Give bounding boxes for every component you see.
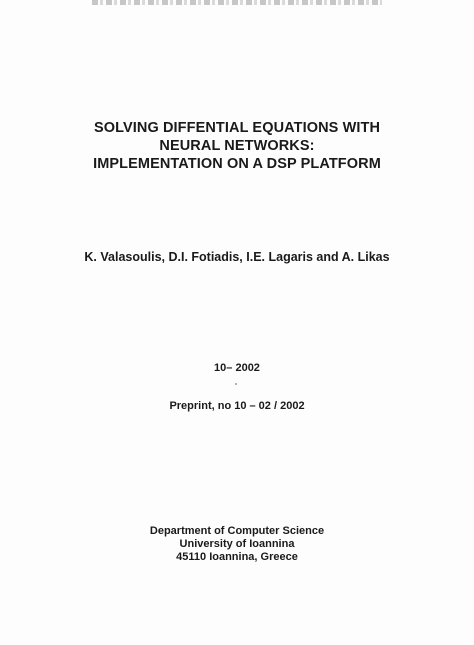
preprint-number: Preprint, no 10 – 02 / 2002 <box>169 400 305 412</box>
affiliation-line: Department of Computer Science <box>149 525 325 537</box>
scan-speck <box>235 383 237 385</box>
affiliation-block <box>0 525 474 564</box>
paper-title <box>0 119 474 173</box>
publication-date: 10– 2002 <box>214 362 260 374</box>
affiliation-line: University of Ioannina <box>179 538 295 550</box>
title-line: NEURAL NETWORKS: <box>159 138 315 154</box>
title-line: SOLVING DIFFENTIAL EQUATIONS WITH <box>93 120 381 136</box>
scan-artifact <box>92 0 382 5</box>
author-list: K. Valasoulis, D.I. Fotiadis, I.E. Lagaris and A. Likas <box>84 250 390 264</box>
title-line: IMPLEMENTATION ON A DSP PLATFORM <box>93 156 381 172</box>
affiliation-line: 45110 Ioannina, Greece <box>176 551 298 563</box>
